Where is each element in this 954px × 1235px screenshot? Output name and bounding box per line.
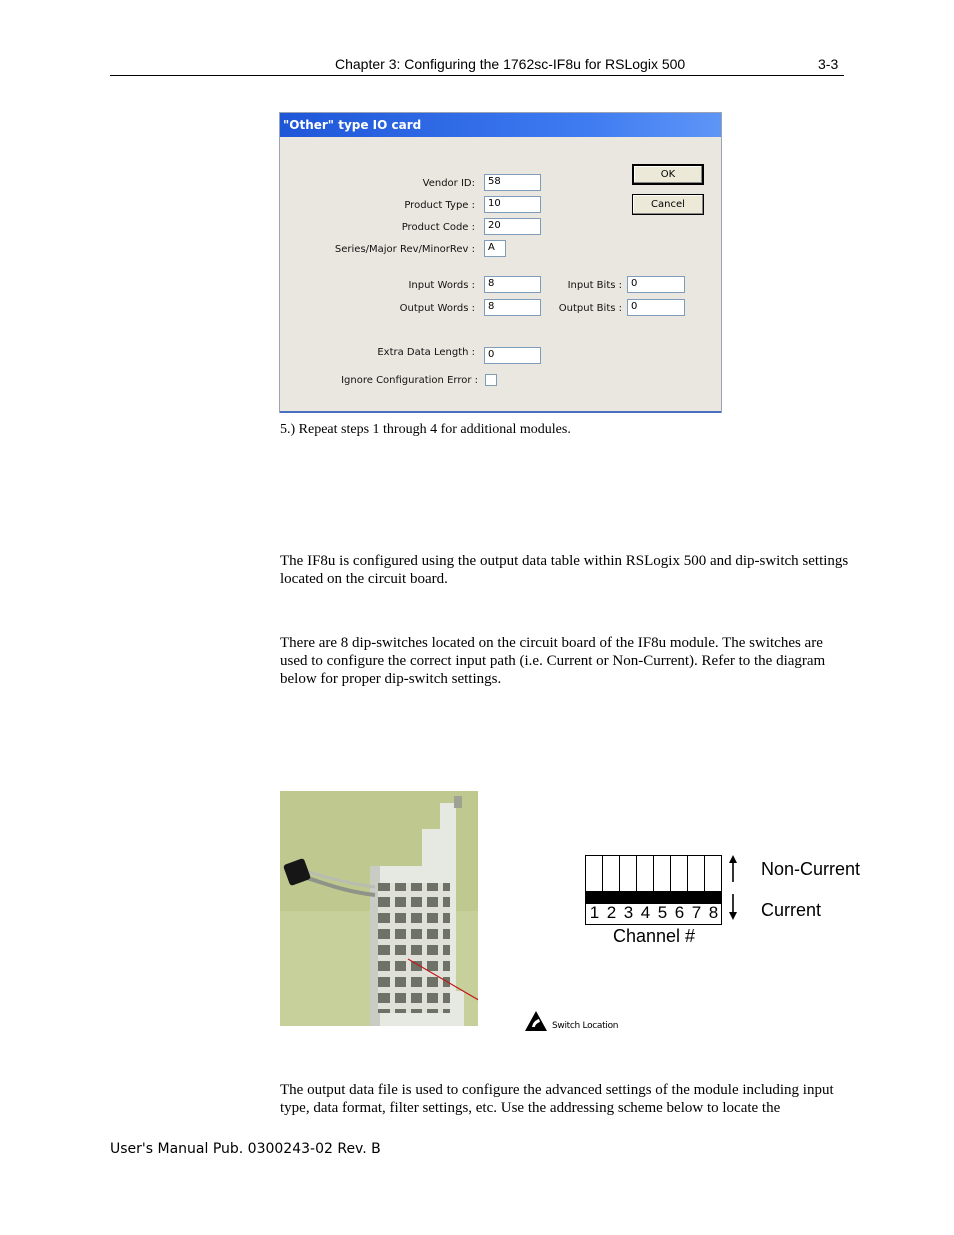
- extra-data-length-label: Extra Data Length :: [377, 347, 475, 358]
- dip-number-4: 4: [640, 903, 651, 922]
- dip-number-6: 6: [674, 903, 685, 922]
- dip-number-3: 3: [623, 903, 634, 922]
- dip-number-5: 5: [657, 903, 668, 922]
- step-5-text: 5.) Repeat steps 1 through 4 for additional modules.: [280, 422, 571, 437]
- output-bits-field[interactable]: 0: [627, 299, 685, 316]
- publication-footer: User's Manual Pub. 0300243-02 Rev. B: [110, 1141, 381, 1157]
- dip-number-8: 8: [708, 903, 719, 922]
- dip-switch-3: [620, 856, 637, 891]
- channel-label: Channel #: [613, 926, 696, 946]
- switch-location-callout: [524, 1010, 624, 1034]
- dialog-title: "Other" type IO card: [280, 113, 721, 137]
- dip-switch-8: [705, 856, 722, 891]
- dialog-bottom-edge: [280, 411, 721, 413]
- ignore-config-error-label: Ignore Configuration Error :: [341, 375, 478, 386]
- vendor-id-field[interactable]: 58: [484, 174, 541, 191]
- output-bits-label: Output Bits :: [558, 303, 622, 314]
- input-bits-field[interactable]: 0: [627, 276, 685, 293]
- dip-switch-5: [654, 856, 671, 891]
- dip-switch-diagram: [585, 855, 722, 925]
- module-photo: [280, 791, 478, 1026]
- dip-switch-4: [637, 856, 654, 891]
- extra-data-length-field[interactable]: 0: [484, 347, 541, 364]
- esd-warning-icon: [524, 1010, 548, 1032]
- page-number: 3-3: [818, 56, 839, 72]
- configuration-paragraph: The IF8u is configured using the output data table within RSLogix 500 and dip-switch settings located on the circuit board.: [280, 553, 849, 587]
- vendor-id-label: Vendor ID:: [422, 178, 475, 189]
- input-words-label: Input Words :: [408, 280, 475, 291]
- dip-switch-1: [586, 856, 603, 891]
- series-rev-label: Series/Major Rev/MinorRev :: [334, 244, 475, 255]
- current-label: Current: [761, 900, 822, 920]
- dip-switch-paragraph: There are 8 dip-switches located on the circuit board of the IF8u module. The switches are used to configure the correct input path (i.e. Current or Non-Current). Refer to the diagram below for proper dip-switch settings.: [280, 635, 826, 687]
- non-current-label: Non-Current: [761, 859, 861, 879]
- output-words-label: Output Words :: [399, 303, 475, 314]
- output-data-paragraph: The output data file is used to configure the advanced settings of the module including input type, data format, filter settings, etc. Use the addressing scheme below to locate the: [280, 1082, 834, 1116]
- product-type-field[interactable]: 10: [484, 196, 541, 213]
- header-rule: [110, 75, 844, 76]
- dip-switch-7: [688, 856, 705, 891]
- product-type-label: Product Type :: [404, 200, 475, 211]
- direction-arrows-icon: [726, 854, 740, 922]
- input-words-field[interactable]: 8: [484, 276, 541, 293]
- other-type-io-card-dialog: [279, 112, 722, 413]
- dip-switch-6: [671, 856, 688, 891]
- ignore-config-error-checkbox[interactable]: [485, 374, 497, 386]
- cancel-button[interactable]: Cancel: [632, 194, 704, 215]
- dip-number-2: 2: [606, 903, 617, 922]
- output-words-field[interactable]: 8: [484, 299, 541, 316]
- dip-switch-2: [603, 856, 620, 891]
- dip-number-7: 7: [691, 903, 702, 922]
- product-code-label: Product Code :: [401, 222, 475, 233]
- dip-number-1: 1: [589, 903, 600, 922]
- series-rev-field[interactable]: A: [484, 240, 506, 257]
- chapter-title: Chapter 3: Configuring the 1762sc-IF8u for RSLogix 500: [335, 56, 686, 72]
- input-bits-label: Input Bits :: [567, 280, 622, 291]
- product-code-field[interactable]: 20: [484, 218, 541, 235]
- switch-location-label: Switch Location: [552, 1021, 619, 1031]
- ok-button[interactable]: OK: [632, 164, 704, 185]
